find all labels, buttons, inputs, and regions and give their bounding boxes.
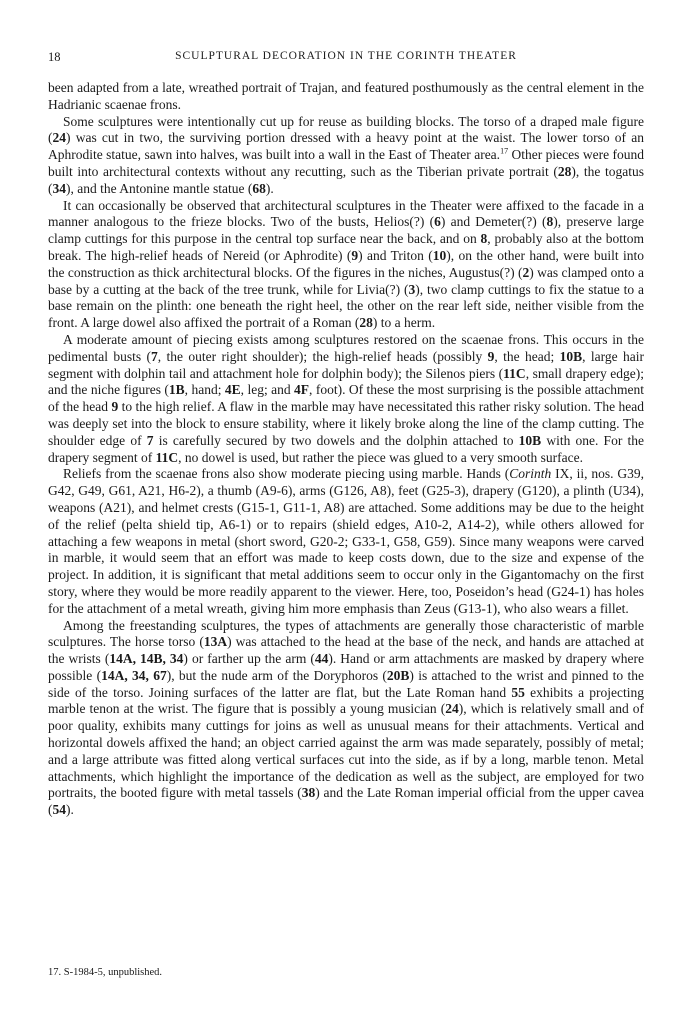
text-run: 1B [168,382,185,398]
text-run: 24 [52,130,66,146]
body-text [48,80,644,819]
text-run: It can occasionally be observed that architectural sculptures in the Theater were affixed to the facade in a manner analogous to the frieze blocks. Two of the busts, Helios(?) ( [48,197,644,230]
paragraph-3 [48,198,644,332]
paragraph-4 [48,332,644,466]
text-run: been adapted from a late, wreathed portrait of Trajan, and featured posthumously as the central element in the Hadrianic scaenae frons. [48,80,644,112]
text-run: A moderate amount of piecing exists among sculptures restored on the scaenae frons. This occurs in the pedimental busts ( [48,331,644,364]
text-run: , small drapery edge); and the niche figures ( [48,365,644,398]
text-run: Reliefs from the scaenae frons also show moderate piecing using marble. Hands ( [63,466,510,482]
text-run: 7 [146,432,154,448]
text-run: , the outer right shoulder); the high-relief heads (possibly [157,348,488,364]
text-run: , leg; and [240,382,295,398]
text-run: 68 [252,180,266,196]
paragraph-5 [48,466,644,617]
text-run: 28 [359,315,373,331]
text-run: 11C [155,449,179,465]
text-run: ), which is relatively small and of poor quality, exhibits many cuttings for joins as well as unusual means for their attachments. Vertical and horizontal dowels affixed the hand; an object carried against the arm was made separately, possibly of metal; and a large attribute was fitted along vertical surfaces cut into the side, as if by a long, marble tenon. Metal attachments, which highlight the importance of the dedication as well as the subject, are employed for two portraits, the booted figure with metal tassels ( [48,701,645,801]
text-run: 7 [150,348,158,364]
paragraph-1 [48,80,644,114]
text-run: 55 [511,684,525,700]
text-run: ), but the nude arm of the Doryphoros ( [166,667,387,683]
text-run: IX, ii, nos. G39, G42, G49, G61, A21, H6-2), a thumb (A9-6), arms (G126, A8), feet (G25-3), drapery (G120), a plinth (U34), weapons (A21), and helmet crests (G15-1, G11-1, A8) are attached. Some additions may be due to the height of the relief (pelta shield tip, A6-1) or to repairs (shield edges, A10-2, A14-2), while others allowed for attaching a few weapons in metal (short sword, G20-2; G33-1, G58, G59). Since many weapons were carved in marble, it would seem that an effort was made to keep costs down, due to the size and expense of the project. In addition, it is significant that metal additions seem to occur only in the Gigantomachy on the first story, where they would be more readily apparent to the viewer. Here, too, Poseidon’s head (G24-1) has holes for the attachment of a metal wreath, giving him more emphasis than Zeus (G13-1), who also wears a fillet. [48,466,644,616]
text-run: 38 [301,785,316,801]
text-run: ), preserve large clamp cuttings for this purpose in the central top surface near the back, and on [48,214,644,247]
text-run: Other pieces were found built into architectural contexts without any recutting, such as the Tiberian private portrait ( [48,147,645,179]
footnote-17 [48,966,644,979]
paragraph-2 [48,114,644,198]
text-run: 34 [52,180,66,196]
text-run: , probably also at the bottom break. The high-relief heads of Nereid (or Aphrodite) ( [48,231,644,263]
text-run: ) is attached to the wrist and pinned to the side of the torso. Joining surfaces of the latter are flat, but the Late Roman hand [48,667,645,700]
text-run: ), and the Antonine mantle statue ( [66,180,253,196]
text-run: , no dowel is used, but rather the piece was glued to a very smooth surface. [178,449,583,465]
text-run: 10 [432,247,447,263]
text-run: 4E [224,382,241,398]
text-run: ) or farther up the arm ( [183,651,315,667]
text-run: 20B [386,667,410,683]
text-run: 9 [111,399,119,415]
text-run: 24 [445,701,459,717]
running-head: SCULPTURAL DECORATION IN THE CORINTH THEATER [175,50,517,62]
text-run: 11C [503,365,526,381]
text-run: ), two clamp cuttings to fix the statue to a base remain on the plinth: one beneath the right heel, the other on the rear left side, neither visible from the front. A large dowel also affixed the portrait of a Roman ( [48,281,644,331]
text-run: with one. For the drapery segment of [48,432,644,465]
text-run: Among the freestanding sculptures, the types of attachments are generally those characteristic of marble sculptures. The horse torso ( [48,617,644,650]
text-run: 14A, 34, 67 [101,667,167,683]
text-run: 13A [203,634,228,650]
text-run: 9 [351,247,359,263]
text-run: , large hair segment with dolphin tail and attachment hole for dolphin body); the Silenos piers ( [48,348,644,381]
text-run: , the head; [494,348,560,364]
text-run: 14A, 14B, 34 [109,651,184,667]
text-run: ) and the Late Roman imperial official from the upper cavea ( [48,785,645,818]
text-run: 54 [52,802,66,818]
text-run: ), on the other hand, were built into the construction as thick architectural blocks. Of the figures in the niches, Augustus(?) ( [48,247,645,280]
text-run: , foot). Of these the most surprising is the possible attachment of the head [48,382,644,415]
text-run: ) was clamped onto a base by a cutting at the back of the tree trunk, while for Livia(?) ( [48,264,644,297]
text-run: 4F [294,382,310,398]
text-run: 8 [480,231,488,247]
text-run: Corinth [509,466,552,482]
text-run: Some sculptures were intentionally cut up for reuse as building blocks. The torso of a draped male figure ( [48,113,644,146]
text-run: ). Hand or arm attachments are masked by drapery where possible ( [48,651,644,683]
text-run: 44 [314,651,329,667]
text-run: 9 [487,348,495,364]
text-run: 3 [408,281,416,297]
text-run: ) was attached to the head at the base of the neck, and hands are attached at the wrists ( [48,634,644,667]
footnote-ref: 17 [500,146,509,156]
text-run: ) and Demeter(?) ( [440,214,547,230]
text-run: 2 [522,264,530,280]
text-run: 10B [518,432,542,448]
text-run: 8 [546,214,554,230]
page-header [48,50,644,66]
text-run: ) and Triton ( [358,247,433,263]
text-run: ). [265,180,274,196]
text-run: ) was cut in two, the surviving portion dressed with a heavy point at the waist. The lower torso of an Aphrodite statue, sawn into halves, was built into a wall in the East of Theater area. [48,130,644,163]
text-run: 10B [559,348,583,364]
text-run: exhibits a projecting marble tenon at the wrist. The figure that is possibly a young musician ( [48,684,644,717]
text-run: 6 [434,214,441,230]
text-run: to the high relief. A flaw in the marble may have necessitated this rather risky solution. The head was deeply set into the block to ensure stability, where it likely broke along the line of the clamp cutting. The shoulder edge of [48,399,644,448]
text-run: 28 [557,163,572,179]
text-run: , hand; [184,382,225,398]
text-run: is carefully secured by two dowels and the dolphin attached to [153,432,519,448]
text-run: ), the togatus ( [48,163,644,196]
footnote-text: 17. S-1984-5, unpublished. [48,967,163,978]
paragraph-6 [48,618,644,820]
page-number: 18 [48,50,61,64]
text-run: ) to a herm. [372,315,436,331]
text-run: ). [66,802,74,818]
